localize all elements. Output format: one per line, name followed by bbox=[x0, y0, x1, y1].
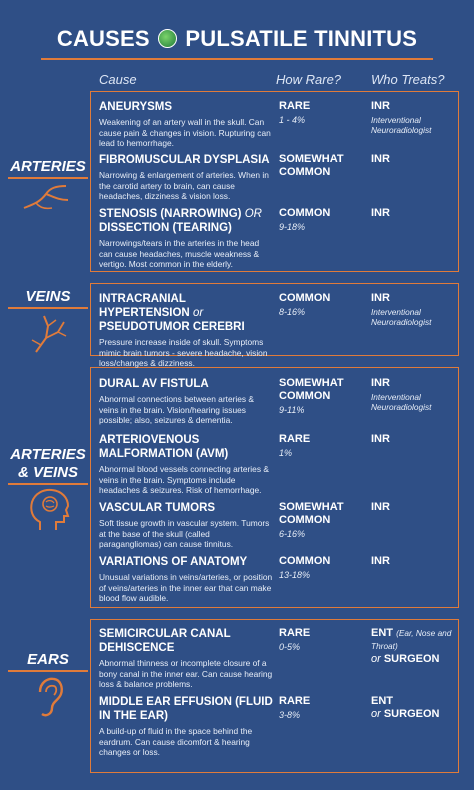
cause-avm bbox=[99, 433, 274, 496]
category-rule bbox=[8, 483, 88, 485]
cause-middle-ear-effusion bbox=[99, 695, 274, 758]
category-rule bbox=[8, 177, 88, 179]
rarity-level: SOMEWHAT COMMON bbox=[279, 153, 344, 178]
treater-specialty: INR bbox=[371, 377, 390, 389]
treater-detail: Interventional Neuroradiologist bbox=[371, 307, 432, 327]
cause-description: A build-up of fluid in the space behind the eardrum. Can cause dicomfort & hearing changes or loss. bbox=[99, 726, 253, 758]
rarity-percent: 8-16% bbox=[279, 307, 306, 317]
rarity-percent: 1 - 4% bbox=[279, 115, 306, 125]
treater-detail: (Ear, Nose and Throat) bbox=[371, 628, 452, 651]
treater-middle-ear-effusion bbox=[371, 695, 461, 721]
rarity-level: RARE bbox=[279, 695, 311, 707]
rarity-level: SOMEWHAT COMMON bbox=[279, 377, 344, 402]
category-rule bbox=[8, 307, 88, 309]
treater-alt: SURGEON bbox=[383, 653, 440, 665]
title-right: PULSATILE TINNITUS bbox=[185, 26, 418, 51]
cause-stenosis-dissection bbox=[99, 207, 274, 270]
cause-semicircular-canal-dehiscence bbox=[99, 627, 274, 690]
cause-name: ARTERIOVENOUS MALFORMATION (AVM) bbox=[99, 434, 229, 460]
cause-name-or: or bbox=[192, 307, 204, 319]
cause-name bbox=[99, 207, 274, 235]
rarity-percent: 6-16% bbox=[279, 529, 306, 539]
treater-intracranial-hypertension bbox=[371, 292, 461, 327]
treater-dural-av-fistula bbox=[371, 377, 461, 412]
cause-description: Narrowings/tears in the arteries in the head can cause headaches, muscle weakness & vertigo. Most common in the elderly. bbox=[99, 238, 260, 270]
cause-description: Soft tissue growth in vascular system. Tumors at the base of the skull (called paragangliomas) can cause tinnitus. bbox=[99, 518, 270, 550]
cause-name-or: OR bbox=[244, 208, 262, 220]
cause-name-part1: STENOSIS (NARROWING) bbox=[99, 208, 242, 220]
category-ears: EARS bbox=[27, 651, 69, 668]
rarity-percent: 0-5% bbox=[279, 642, 301, 652]
cause-dural-av-fistula bbox=[99, 377, 274, 426]
rarity-level: RARE bbox=[279, 100, 311, 112]
rarity-percent: 9-18% bbox=[279, 222, 306, 232]
page-title bbox=[0, 26, 474, 52]
treater-specialty: INR bbox=[371, 555, 390, 567]
treater-or: or bbox=[371, 708, 381, 720]
cause-name: VASCULAR TUMORS bbox=[99, 502, 216, 514]
cause-name bbox=[99, 292, 274, 334]
treater-vascular-tumors bbox=[371, 501, 461, 514]
treater-alt-line bbox=[371, 708, 461, 721]
treater-line bbox=[371, 627, 461, 653]
title-divider bbox=[41, 58, 433, 60]
treater-or: or bbox=[371, 653, 381, 665]
rarity-avm bbox=[279, 433, 361, 458]
treater-specialty: INR bbox=[371, 100, 390, 112]
treater-specialty: INR bbox=[371, 501, 390, 513]
treater-specialty: INR bbox=[371, 292, 390, 304]
cause-name: ANEURYSMS bbox=[99, 101, 173, 113]
treater-avm bbox=[371, 433, 461, 446]
cause-description: Narrowing & enlargement of arteries. When in the carotid artery to brain, can cause headaches, dizziness & vision loss. bbox=[99, 170, 269, 202]
treater-variations-of-anatomy bbox=[371, 555, 461, 568]
treater-detail: Interventional Neuroradiologist bbox=[371, 392, 432, 412]
ear-icon bbox=[34, 676, 64, 718]
header-who-treats: Who Treats? bbox=[371, 72, 445, 87]
rarity-level: COMMON bbox=[279, 292, 331, 304]
cause-name: DURAL AV FISTULA bbox=[99, 378, 209, 390]
vein-icon bbox=[28, 312, 68, 354]
head-brain-icon bbox=[28, 488, 70, 532]
rarity-level: COMMON bbox=[279, 555, 331, 567]
rarity-percent: 9-11% bbox=[279, 405, 305, 415]
treater-specialty: INR bbox=[371, 433, 390, 445]
cause-description: Abnormal connections between arteries & veins in the brain. Vision/hearing issues possible; also, seizures & dementia. bbox=[99, 394, 255, 426]
cause-description: Abnormal thinness or incomplete closure of a bony canal in the inner ear. Can cause hearing loss & balance problems. bbox=[99, 658, 273, 690]
header-how-rare: How Rare? bbox=[276, 72, 342, 87]
cause-name-part2: PSEUDOTUMOR CEREBRI bbox=[99, 321, 245, 333]
cause-vascular-tumors bbox=[99, 501, 274, 550]
rarity-level: COMMON bbox=[279, 207, 331, 219]
category-arteries-veins-line1: ARTERIES bbox=[10, 446, 86, 463]
rarity-stenosis-dissection bbox=[279, 207, 361, 232]
treater-specialty: INR bbox=[371, 153, 390, 165]
cause-variations-of-anatomy bbox=[99, 555, 274, 604]
cause-description: Pressure increase inside of skull. Symptoms mimic brain tumors - severe headache, vision loss/changes & dizziness. bbox=[99, 337, 268, 369]
cause-name: MIDDLE EAR EFFUSION (FLUID IN THE EAR) bbox=[99, 696, 273, 722]
treater-specialty: ENT bbox=[371, 627, 393, 639]
treater-aneurysms bbox=[371, 100, 461, 135]
cause-aneurysms bbox=[99, 100, 274, 149]
treater-specialty: ENT bbox=[371, 695, 393, 707]
rarity-aneurysms bbox=[279, 100, 361, 125]
category-veins: VEINS bbox=[25, 288, 71, 305]
globe-icon bbox=[158, 29, 177, 48]
rarity-intracranial-hypertension bbox=[279, 292, 361, 317]
rarity-vascular-tumors bbox=[279, 501, 361, 539]
rarity-variations-of-anatomy bbox=[279, 555, 361, 580]
rarity-level: RARE bbox=[279, 627, 311, 639]
rarity-percent: 13-18% bbox=[279, 570, 311, 580]
cause-name: SEMICIRCULAR CANAL DEHISCENCE bbox=[99, 628, 231, 654]
rarity-semicircular-canal-dehiscence bbox=[279, 627, 361, 652]
treater-alt-line bbox=[371, 653, 461, 666]
treater-detail: Interventional Neuroradiologist bbox=[371, 115, 432, 135]
header-cause: Cause bbox=[99, 72, 137, 87]
rarity-percent: 1% bbox=[279, 448, 293, 458]
cause-description: Unusual variations in veins/arteries, or position of veins/arteries in the inner ear that can make blood flow audible. bbox=[99, 572, 273, 604]
treater-fibromuscular-dysplasia bbox=[371, 153, 461, 166]
title-left: CAUSES bbox=[56, 26, 150, 51]
cause-description: Weakening of an artery wall in the skull. Can cause pain & changes in vision. Rupturing can lead to hemorrhage. bbox=[99, 117, 271, 149]
artery-icon bbox=[22, 182, 72, 212]
cause-description: Abnormal blood vessels connecting arteries & veins in the brain. Symptoms include headaches & seizures. Risk of hemorrhage. bbox=[99, 464, 269, 496]
treater-alt: SURGEON bbox=[383, 708, 440, 720]
rarity-middle-ear-effusion bbox=[279, 695, 361, 720]
rarity-dural-av-fistula bbox=[279, 377, 361, 415]
category-arteries: ARTERIES bbox=[10, 158, 86, 175]
category-arteries-veins-line2: & VEINS bbox=[17, 464, 78, 481]
rarity-percent: 3-8% bbox=[279, 710, 301, 720]
rarity-level: RARE bbox=[279, 433, 311, 445]
cause-name: VARIATIONS OF ANATOMY bbox=[99, 556, 248, 568]
cause-fibromuscular-dysplasia bbox=[99, 153, 274, 202]
cause-intracranial-hypertension bbox=[99, 292, 274, 369]
category-rule bbox=[8, 670, 88, 672]
cause-name: FIBROMUSCULAR DYSPLASIA bbox=[99, 154, 270, 166]
treater-specialty: INR bbox=[371, 207, 390, 219]
cause-name-part1: INTRACRANIAL HYPERTENSION bbox=[99, 293, 190, 319]
rarity-level: SOMEWHAT COMMON bbox=[279, 501, 344, 526]
cause-name-part2: DISSECTION (TEARING) bbox=[99, 222, 232, 234]
rarity-fibromuscular-dysplasia bbox=[279, 153, 361, 179]
treater-stenosis-dissection bbox=[371, 207, 461, 220]
treater-semicircular-canal-dehiscence bbox=[371, 627, 461, 666]
